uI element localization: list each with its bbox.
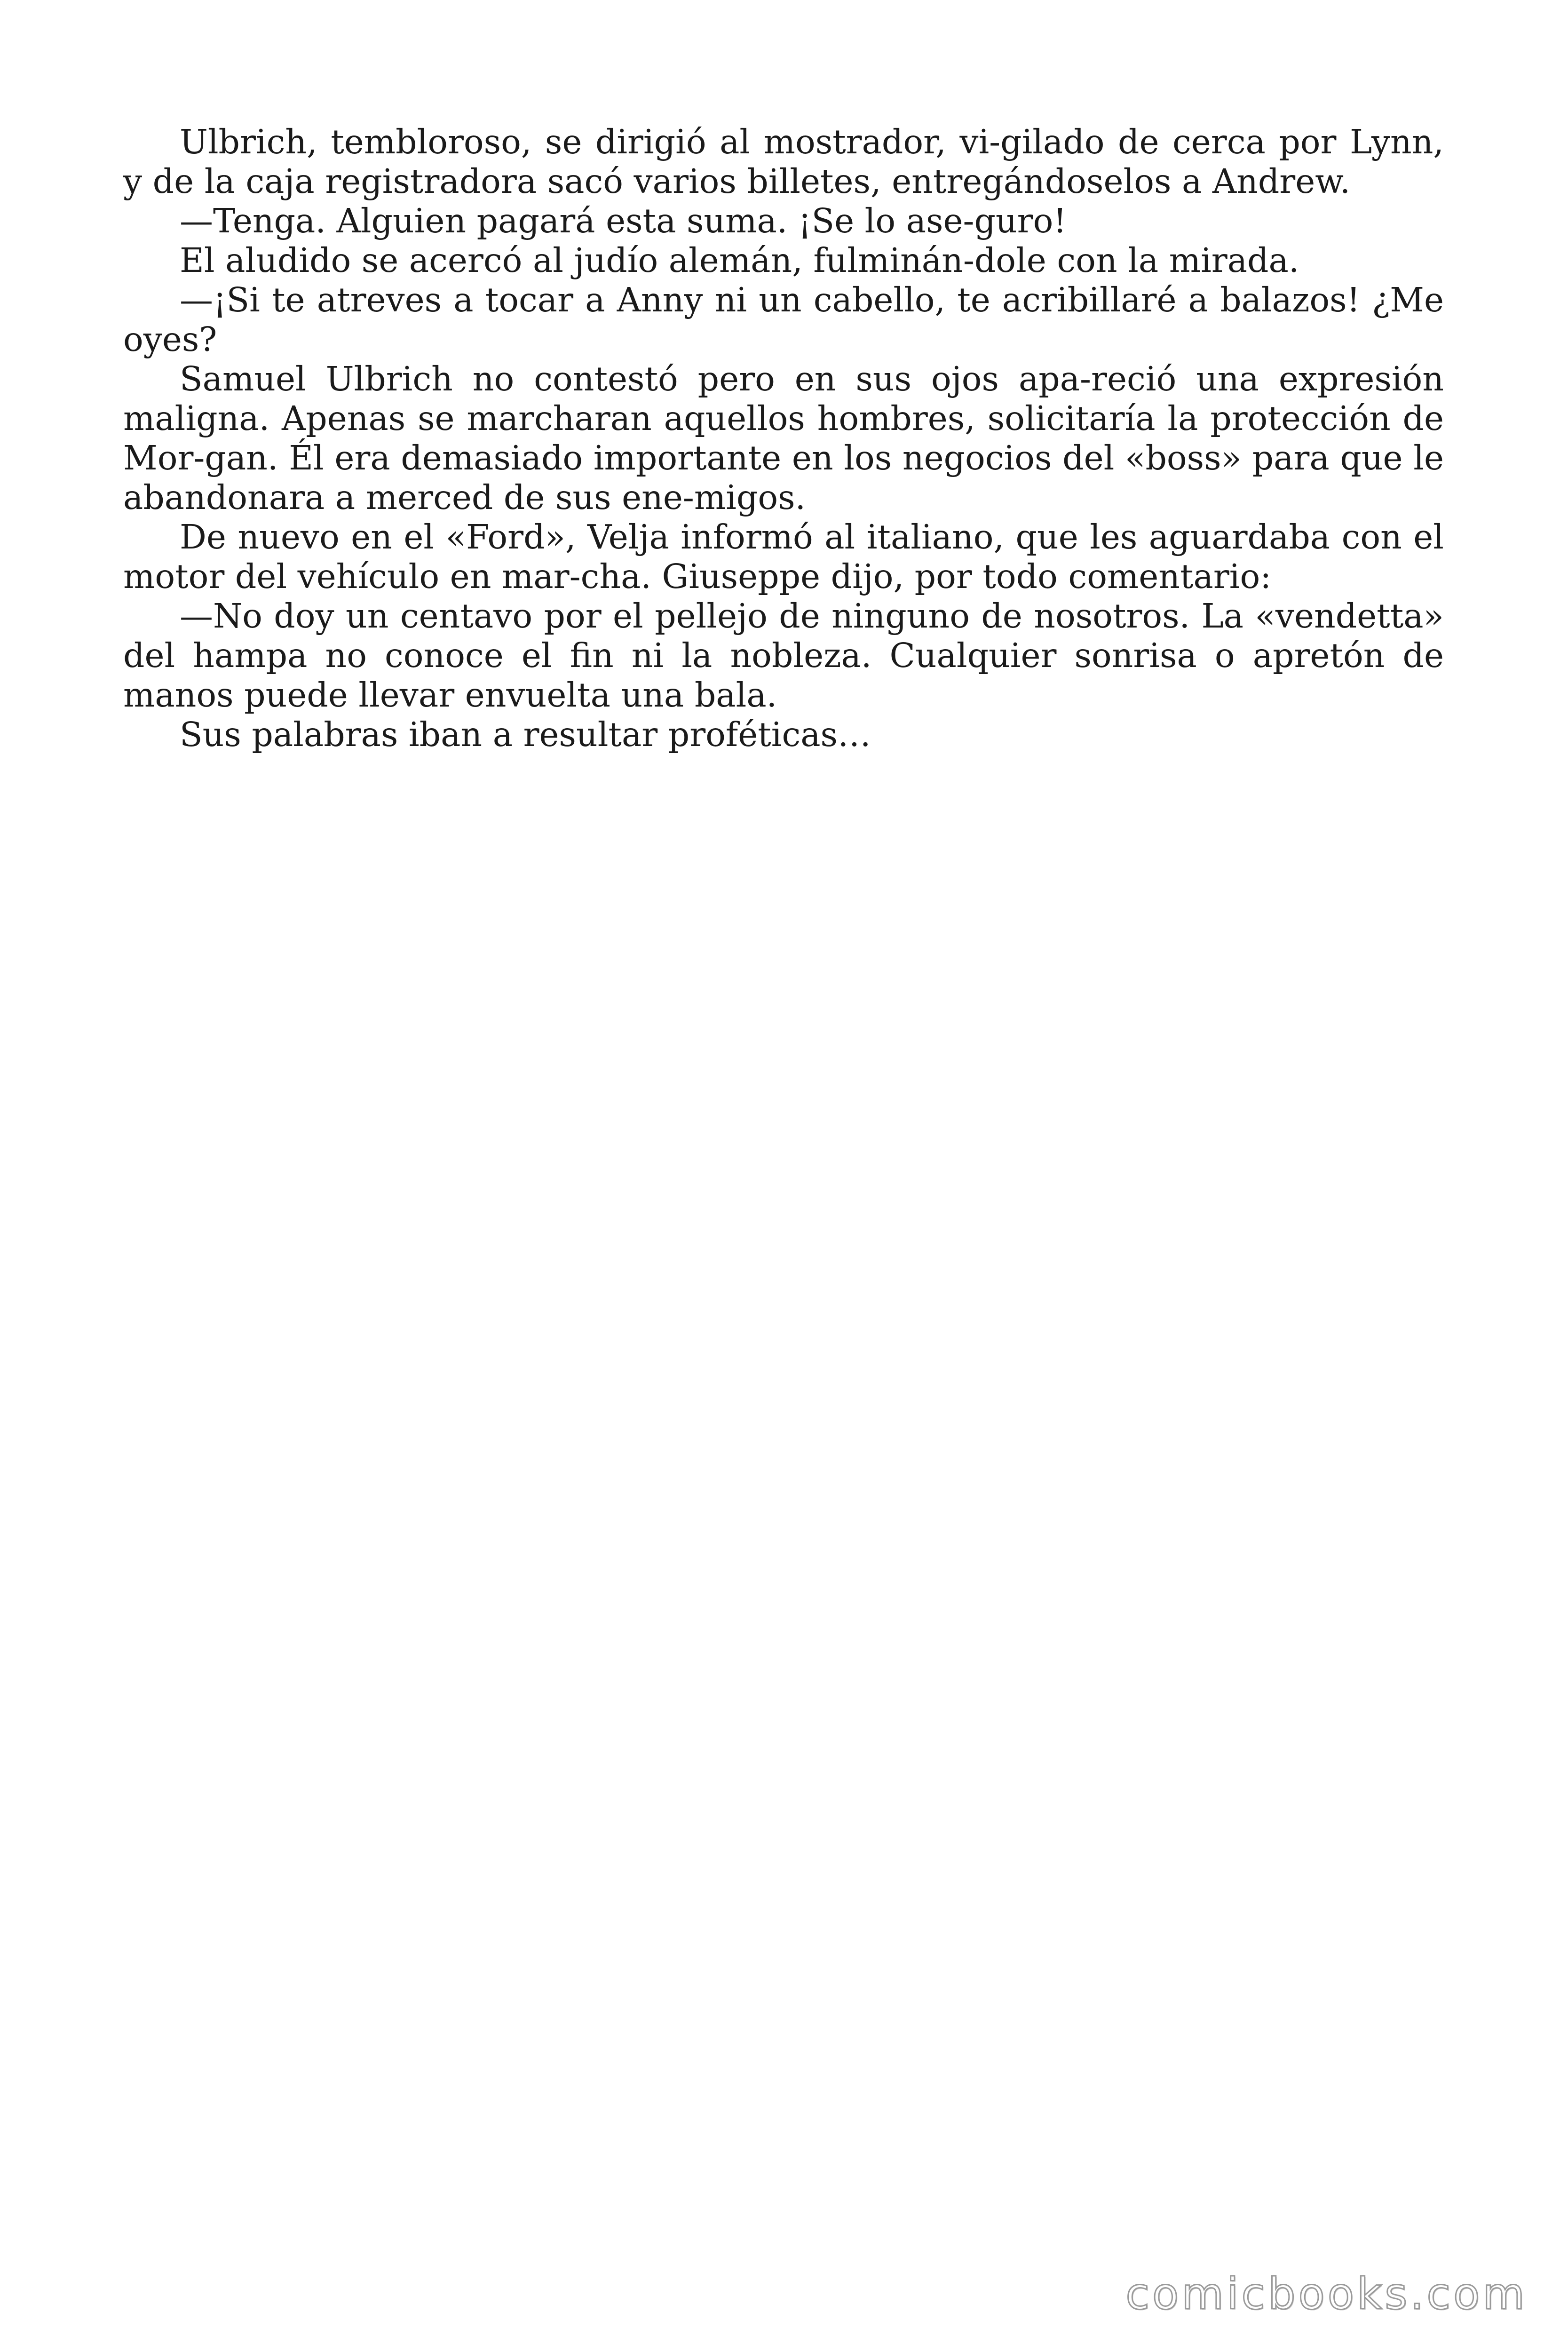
body-text	[123, 122, 1444, 755]
paragraph-8: Sus palabras iban a resultar proféticas…	[180, 715, 871, 754]
paragraph-2: —Tenga. Alguien pagará esta suma. ¡Se lo ase-guro!	[180, 201, 1067, 240]
watermark: comicbooks.com	[1125, 2269, 1528, 2319]
paragraph-4: —¡Si te atreves a tocar a Anny ni un cabello, te acribillaré a balazos! ¿Me oyes?	[123, 280, 1444, 359]
paragraph-7: —No doy un centavo por el pellejo de ninguno de nosotros. La «vendetta» del hampa no conoce el fin ni la nobleza. Cualquier sonrisa o apretón de manos puede llevar envuelta una bala.	[123, 596, 1444, 715]
paragraph-5: Samuel Ulbrich no contestó pero en sus ojos apa-reció una expresión maligna. Apenas se marcharan aquellos hombres, solicitaría la protección de Mor-gan. Él era demasiado importante en los negocios del «boss» para que le abandonara a merced de sus ene-migos.	[123, 359, 1444, 517]
paragraph-6: De nuevo en el «Ford», Velja informó al italiano, que les aguardaba con el motor del vehículo en mar-cha. Giuseppe dijo, por todo comentario:	[123, 517, 1444, 596]
paragraph-3: El aludido se acercó al judío alemán, fulminán-dole con la mirada.	[180, 241, 1299, 280]
paragraph-1: Ulbrich, tembloroso, se dirigió al mostrador, vi-gilado de cerca por Lynn, y de la caja registradora sacó varios billetes, entregándoselos a Andrew.	[123, 122, 1444, 201]
